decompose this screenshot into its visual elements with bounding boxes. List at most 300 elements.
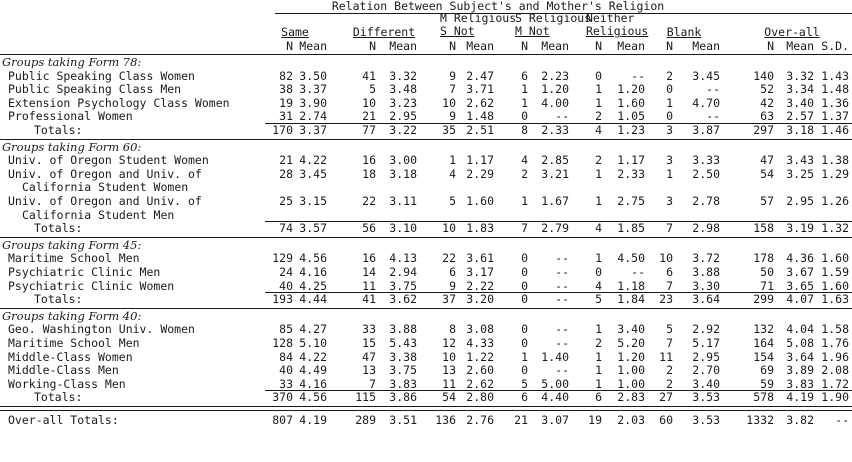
cell-n: 1 [449,153,456,168]
totals-cell: 23 [659,292,673,307]
totals-cell: 4 [595,221,602,236]
cell-n: 41 [362,68,376,83]
cell-m: 3.61 [466,251,494,266]
totals-cell: 3.86 [389,390,417,405]
cell-m: 3.34 [786,82,814,97]
totals-cell: 3.87 [692,123,720,137]
subheader-mean: Mean [692,39,720,53]
cell-m: 3.00 [389,153,417,168]
cell-m: 2.70 [692,363,720,378]
cell-m: 3.32 [786,68,814,83]
row-label: Public Speaking Class Men [8,82,182,97]
cell-m: 3.38 [389,349,417,364]
cell-m: 1.05 [617,109,645,124]
cell-m: 3.45 [692,68,720,83]
cell-m: 4.70 [692,95,720,110]
cell-m: -- [555,336,569,350]
cell-m: 1.17 [466,153,494,168]
section-rule [0,406,852,407]
cell-m: -- [631,265,645,279]
cell-s: 1.26 [821,194,849,208]
cell-m: -- [555,278,569,293]
cell-m: -- [706,109,720,124]
cell-n: 52 [760,82,774,97]
cell-s: 1.60 [821,251,849,266]
cell-s: 1.38 [821,153,849,168]
cell-m: 1.00 [617,376,645,391]
cell-n: 0 [521,336,528,350]
subheader-mean: Mean [389,39,417,53]
overall-cell: 60 [659,413,673,427]
subheader-mean: Mean [786,39,814,53]
cell-m: 3.33 [692,153,720,168]
cell-n: 8 [449,322,456,337]
subheader-mean: Mean [466,39,494,53]
cell-m: 2.75 [617,194,645,208]
cell-m: 3.83 [389,376,417,391]
cell-m: 4.49 [299,363,327,378]
cell-s: 2.08 [821,363,849,378]
cell-m: 3.75 [389,278,417,293]
totals-cell: 3.19 [786,221,814,236]
cell-m: 4.50 [617,251,645,266]
cell-n: 1 [521,95,528,110]
cell-n: 2 [666,376,673,391]
cell-m: 1.22 [466,349,494,364]
cell-m: 3.40 [786,95,814,110]
totals-label: Totals: [34,390,83,405]
cell-m: 1.20 [617,82,645,97]
cell-n: 2 [595,336,602,350]
cell-m: 3.72 [692,251,720,266]
cell-n: 16 [362,251,376,266]
totals-cell: 297 [753,123,774,137]
totals-cell: 3.18 [786,123,814,137]
cell-m: 3.37 [299,82,327,97]
totals-cell: 4.56 [299,390,327,405]
cell-n: 10 [442,349,456,364]
cell-m: 3.30 [692,278,720,293]
cell-n: 28 [279,166,293,181]
totals-cell: 4.07 [786,292,814,307]
cell-m: 5.43 [389,336,417,350]
cell-m: 3.25 [786,166,814,181]
cell-n: 11 [442,376,456,391]
totals-cell: 2.98 [692,221,720,236]
totals-cell: 170 [272,123,293,137]
cell-n: 5 [369,82,376,97]
cell-m: 1.00 [617,363,645,378]
totals-cell: 41 [362,292,376,307]
cell-n: 2 [595,109,602,124]
cell-n: 6 [449,265,456,279]
cell-n: 0 [521,251,528,266]
totals-cell: 1.83 [466,221,494,236]
subheader-mean: Mean [299,39,327,53]
cell-m: 5.08 [786,336,814,350]
cell-n: 15 [362,336,376,350]
cell-m: 3.45 [299,166,327,181]
cell-n: 7 [369,376,376,391]
cell-m: 2.62 [466,376,494,391]
cell-m: 2.50 [692,166,720,181]
cell-m: 2.92 [692,322,720,337]
cell-m: 1.20 [541,82,569,97]
cell-m: 2.29 [466,166,494,181]
cell-n: 1 [521,82,528,97]
totals-cell: 4.40 [541,390,569,405]
totals-cell: 37 [442,292,456,307]
cell-m: 3.89 [786,363,814,378]
overall-cell: 3.53 [692,413,720,427]
cell-n: 5 [666,322,673,337]
cell-m: 3.15 [299,194,327,208]
cell-n: 33 [279,376,293,391]
cell-n: 47 [362,349,376,364]
cell-n: 16 [362,153,376,168]
cell-n: 50 [760,265,774,279]
cell-n: 1 [595,363,602,378]
cell-n: 11 [659,349,673,364]
cell-m: 4.33 [466,336,494,350]
cell-m: 3.40 [617,322,645,337]
cell-n: 2 [521,166,528,181]
cell-n: 0 [595,265,602,279]
cell-n: 82 [279,68,293,83]
totals-label: Totals: [34,123,83,137]
cell-m: 2.22 [466,278,494,293]
cell-m: 4.04 [786,322,814,337]
totals-cell: 370 [272,390,293,405]
cell-m: 4.00 [541,95,569,110]
cell-n: 59 [760,376,774,391]
cell-s: 1.76 [821,336,849,350]
totals-cell: 35 [442,123,456,137]
totals-cell: 158 [753,221,774,236]
cell-n: 1 [595,349,602,364]
totals-cell: 1.23 [617,123,645,137]
cell-m: -- [555,251,569,266]
header-m-religious-s-not: M Religious S Not [440,11,517,38]
cell-m: 1.40 [541,349,569,364]
cell-m: 2.78 [692,194,720,208]
header-neither-religious: Neither Religious [586,11,649,38]
subheader-mean: Mean [617,39,645,53]
row-label: California Student Women [22,180,189,195]
cell-n: 13 [442,363,456,378]
cell-m: 5.20 [617,336,645,350]
cell-m: 3.88 [692,265,720,279]
cell-m: 3.18 [389,166,417,181]
cell-n: 47 [760,153,774,168]
cell-m: 3.17 [466,265,494,279]
cell-n: 7 [449,82,456,97]
totals-label: Totals: [34,221,83,236]
row-label: Maritime School Men [8,251,140,266]
cell-n: 25 [279,194,293,208]
cell-m: 3.32 [389,68,417,83]
cell-m: 3.65 [786,278,814,293]
totals-cell: 3.53 [692,390,720,405]
cell-s: 1.37 [821,109,849,124]
section-title: Groups taking Form 78: [2,55,142,69]
cell-n: 85 [279,322,293,337]
row-label: Psychiatric Clinic Men [8,265,161,279]
cell-n: 42 [760,95,774,110]
totals-cell: 4 [595,123,602,137]
cell-n: 140 [753,68,774,83]
cell-m: 4.22 [299,153,327,168]
cell-n: 31 [279,109,293,124]
totals-cell: 2.83 [617,390,645,405]
cell-m: 1.60 [617,95,645,110]
cell-m: 2.57 [786,109,814,124]
totals-cell: 1.84 [617,292,645,307]
cell-n: 63 [760,109,774,124]
subheader-n: N [369,39,376,53]
section-title: Groups taking Form 45: [2,237,142,252]
cell-m: -- [555,109,569,124]
overall-rule [0,410,852,411]
header-blank: Blank [666,25,702,39]
totals-cell: 1.85 [617,221,645,236]
cell-m: -- [706,82,720,97]
totals-cell: 3.10 [389,221,417,236]
cell-n: 10 [442,95,456,110]
cell-m: 4.22 [299,349,327,364]
cell-m: 4.56 [299,251,327,266]
header-same: Same [281,25,309,39]
totals-cell: 4.44 [299,292,327,307]
cell-n: 33 [362,322,376,337]
cell-n: 12 [442,336,456,350]
cell-n: 1 [595,322,602,337]
totals-cell: 3 [666,123,673,137]
cell-n: 10 [362,95,376,110]
cell-n: 9 [449,68,456,83]
cell-m: 4.36 [786,251,814,266]
totals-cell: 1.46 [821,123,849,137]
cell-n: 57 [760,194,774,208]
cell-n: 18 [362,166,376,181]
cell-n: 1 [595,166,602,181]
totals-cell: 7 [666,221,673,236]
overall-cell: 2.03 [617,413,645,427]
cell-m: 2.95 [389,109,417,124]
cell-n: 1 [595,82,602,97]
header-different: Different [352,25,416,39]
subheader-n: N [449,39,456,53]
totals-label: Totals: [34,292,83,307]
cell-n: 0 [666,109,673,124]
cell-n: 14 [362,265,376,279]
cell-n: 84 [279,349,293,364]
subheader-n: N [595,39,602,53]
cell-n: 5 [449,194,456,208]
cell-s: 1.60 [821,278,849,293]
cell-n: 7 [666,278,673,293]
cell-n: 0 [521,265,528,279]
cell-m: 3.08 [466,322,494,337]
cell-n: 6 [666,265,673,279]
cell-m: 1.17 [617,153,645,168]
cell-m: 2.23 [541,68,569,83]
cell-n: 9 [449,278,456,293]
cell-m: 2.60 [466,363,494,378]
cell-n: 10 [659,251,673,266]
cell-m: 1.48 [466,109,494,124]
header-overall: Over-all [764,25,820,39]
totals-cell: 3.62 [389,292,417,307]
row-label: California Student Men [22,207,175,222]
table-title: Relation Between Subject's and Mother's Religion [331,0,665,13]
cell-n: 22 [442,251,456,266]
cell-m: 3.64 [786,349,814,364]
cell-m: 2.95 [692,349,720,364]
cell-m: 3.11 [389,194,417,208]
totals-cell: 6 [595,390,602,405]
cell-m: 4.13 [389,251,417,266]
row-label: Professional Women [8,109,133,124]
row-label: Psychiatric Clinic Women [8,278,175,293]
subheader-n: N [286,39,293,53]
section-title: Groups taking Form 60: [2,139,142,154]
cell-n: 22 [362,194,376,208]
cell-m: 1.60 [466,194,494,208]
totals-cell: 54 [442,390,456,405]
cell-n: 2 [595,153,602,168]
cell-n: 1 [595,376,602,391]
cell-n: 2 [666,363,673,378]
cell-m: 5.10 [299,336,327,350]
cell-n: 4 [595,278,602,293]
totals-cell: 578 [753,390,774,405]
cell-n: 2 [666,68,673,83]
row-label: Middle-Class Men [8,363,119,378]
cell-m: 3.71 [466,82,494,97]
cell-n: 1 [521,194,528,208]
totals-cell: 3.22 [389,123,417,137]
cell-n: 38 [279,82,293,97]
cell-m: 3.50 [299,68,327,83]
cell-n: 154 [753,349,774,364]
cell-m: 4.16 [299,376,327,391]
cell-m: 5.17 [692,336,720,350]
totals-cell: -- [555,292,569,307]
totals-cell: 74 [279,221,293,236]
cell-n: 4 [449,166,456,181]
cell-n: 4 [521,153,528,168]
cell-n: 5 [521,376,528,391]
cell-n: 1 [595,95,602,110]
cell-n: 9 [449,109,456,124]
cell-n: 1 [595,194,602,208]
overall-cell: 21 [514,413,528,427]
subheader-n: N [521,39,528,53]
cell-m: -- [555,322,569,337]
overall-cell: -- [835,413,849,427]
cell-m: -- [555,363,569,378]
overall-cell: 2.76 [466,413,494,427]
overall-cell: 4.19 [299,413,327,427]
cell-m: 2.33 [617,166,645,181]
cell-m: 2.74 [299,109,327,124]
cell-m: -- [555,265,569,279]
cell-m: 1.18 [617,278,645,293]
totals-cell: 299 [753,292,774,307]
overall-cell: 136 [435,413,456,427]
cell-n: 21 [279,153,293,168]
totals-cell: 193 [272,292,293,307]
cell-s: 1.96 [821,349,849,364]
cell-n: 11 [362,278,376,293]
totals-cell: 2.51 [466,123,494,137]
cell-m: 3.83 [786,376,814,391]
cell-m: 5.00 [541,376,569,391]
row-label: Maritime School Men [8,336,140,350]
cell-m: 2.94 [389,265,417,279]
cell-s: 1.59 [821,265,849,279]
totals-cell: 3.57 [299,221,327,236]
cell-s: 1.43 [821,68,849,83]
overall-cell: 807 [272,413,293,427]
cell-m: 3.21 [541,166,569,181]
totals-cell: 3.37 [299,123,327,137]
cell-s: 1.72 [821,376,849,391]
header-s-religious-m-not: S Religious M Not [515,11,592,38]
cell-m: 3.40 [692,376,720,391]
totals-cell: 10 [442,221,456,236]
cell-n: 3 [666,153,673,168]
totals-cell: 1.90 [821,390,849,405]
row-label: Univ. of Oregon Student Women [8,153,209,168]
subheader-n: N [767,39,774,53]
cell-s: 1.48 [821,82,849,97]
cell-n: 69 [760,363,774,378]
subheader-sd: S.D. [821,39,849,53]
cell-n: 19 [279,95,293,110]
totals-cell: 8 [521,123,528,137]
cell-n: 6 [521,68,528,83]
totals-cell: 2.33 [541,123,569,137]
totals-cell: 3.64 [692,292,720,307]
totals-cell: 77 [362,123,376,137]
row-label: Univ. of Oregon and Univ. of [8,166,202,181]
cell-n: 128 [272,336,293,350]
cell-n: 0 [521,363,528,378]
cell-m: 1.67 [541,194,569,208]
cell-n: 13 [362,363,376,378]
row-label: Middle-Class Women [8,349,133,364]
cell-m: 3.67 [786,265,814,279]
totals-cell: 27 [659,390,673,405]
row-label: Working-Class Men [8,376,126,391]
cell-n: 21 [362,109,376,124]
overall-cell: 1332 [746,413,774,427]
cell-m: 3.90 [299,95,327,110]
totals-cell: 6 [521,390,528,405]
cell-n: 40 [279,363,293,378]
cell-n: 178 [753,251,774,266]
row-label: Public Speaking Class Women [8,68,195,83]
cell-n: 71 [760,278,774,293]
cell-n: 54 [760,166,774,181]
cell-n: 1 [521,349,528,364]
cell-n: 1 [595,251,602,266]
row-label: Extension Psychology Class Women [8,95,230,110]
overall-cell: 3.82 [786,413,814,427]
section-title: Groups taking Form 40: [2,308,142,323]
